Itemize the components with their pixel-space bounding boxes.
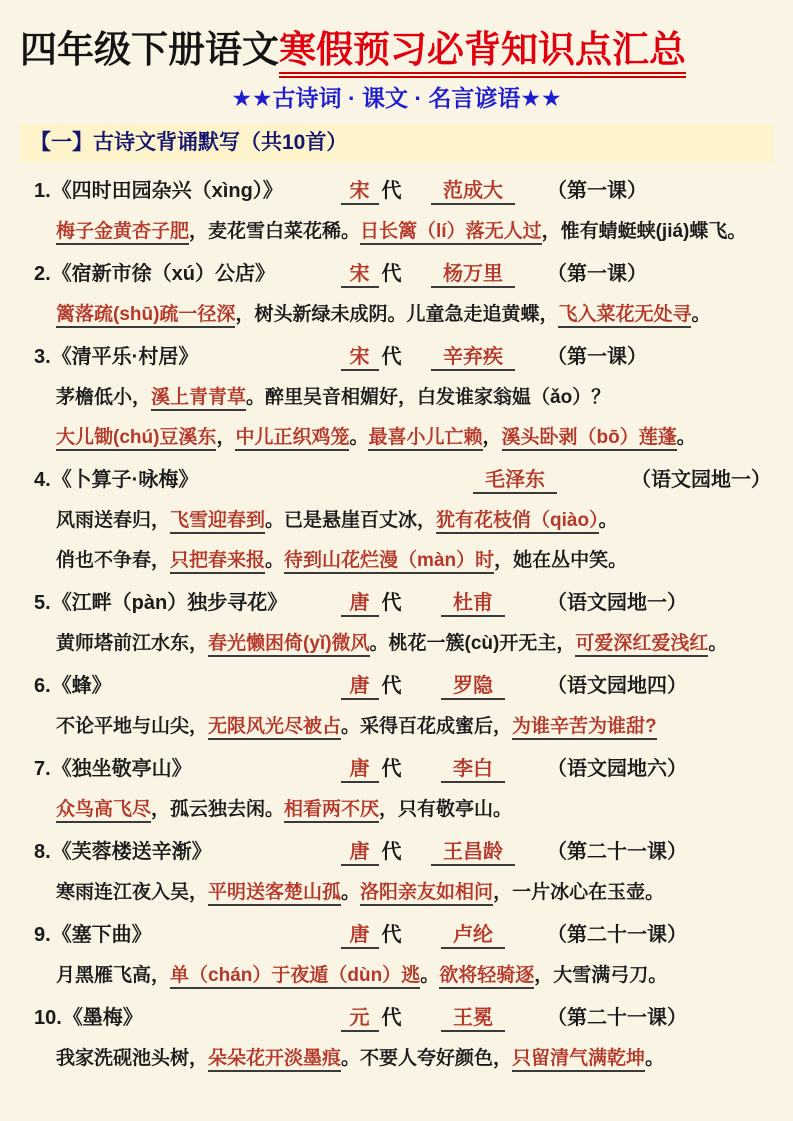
- poem-author-blank: [413, 921, 533, 949]
- poem-author-blank: [413, 466, 617, 494]
- poem-line: [56, 962, 773, 989]
- poem-segment: ，只有敬亭山。: [379, 799, 513, 821]
- poem-dynasty-name: 唐: [341, 592, 379, 617]
- poem-line: [56, 796, 773, 823]
- poem-segment-highlight: 春光懒困倚(yǐ)微风: [208, 633, 370, 657]
- poem-segment-highlight: 单（chán）于夜遁（dùn）逃: [170, 965, 420, 989]
- poem-author-name: 毛泽东: [473, 469, 557, 494]
- poem-number-title: [34, 260, 329, 288]
- poem-title: 《宿新市徐（xú）公店》: [51, 263, 276, 286]
- poem-entry-header: [34, 177, 773, 205]
- poem-line: [56, 547, 773, 574]
- poem-segment: 俏也不争春，: [56, 550, 171, 572]
- poem-number: 9.: [34, 924, 51, 947]
- poem-author-name: 王冕: [441, 1007, 505, 1032]
- poem-segment-highlight: 众鸟高飞尽: [56, 799, 151, 823]
- poem-number: 2.: [34, 263, 51, 286]
- poem-segment: 茅檐低小，: [56, 387, 152, 409]
- poem-author-blank: [413, 672, 533, 700]
- poem-number-title: [34, 672, 329, 700]
- poem-dynasty-name: 唐: [341, 924, 379, 949]
- poem-dynasty-name: 宋: [341, 346, 379, 371]
- poem-segment: ，: [482, 427, 502, 449]
- poem-segment: 不论平地与山尖，: [56, 716, 209, 738]
- poem-entry: [20, 1004, 773, 1072]
- poem-author-blank: [413, 1004, 533, 1032]
- poem-dynasty-blank: [329, 755, 413, 783]
- poem-number-title: [34, 921, 329, 949]
- poem-segment-highlight: 篱落疏(shū)疏一径深: [56, 304, 235, 328]
- poem-lesson-ref: （第二十一课）: [547, 924, 687, 947]
- poem-title: 《卜算子·咏梅》: [51, 469, 199, 492]
- poem-segment: 。: [691, 304, 711, 326]
- poem-entry: [20, 921, 773, 989]
- poem-segment: 。: [341, 882, 361, 904]
- poem-segment: ，树头新绿未成阴。儿童急走追黄蝶，: [235, 304, 559, 326]
- poem-dynasty-name: 唐: [341, 758, 379, 783]
- poem-number-title: [34, 755, 329, 783]
- poem-line: [56, 384, 773, 411]
- poem-segment-highlight: 溪头卧剥（bō）莲蓬: [502, 427, 677, 451]
- poem-segment: ，一片冰心在玉壶。: [493, 882, 665, 904]
- poem-number-title: [34, 177, 329, 205]
- poem-segment-highlight: 为谁辛苦为谁甜?: [512, 716, 657, 740]
- poem-segment-highlight: 只把春来报: [170, 550, 265, 574]
- poem-number: 3.: [34, 346, 51, 369]
- poem-segment: 风雨送春归，: [56, 510, 171, 532]
- poem-number: 4.: [34, 469, 51, 492]
- poem-dynasty-blank: [329, 589, 413, 617]
- poem-entry: [20, 838, 773, 906]
- poem-dynasty-blank: [329, 177, 413, 205]
- poem-title: 《芙蓉楼送辛渐》: [51, 841, 212, 864]
- poem-lesson-ref: （语文园地四）: [547, 675, 687, 698]
- poem-line: [56, 1045, 773, 1072]
- poem-title: 《蜂》: [51, 675, 112, 698]
- poem-number: 6.: [34, 675, 51, 698]
- poem-segment-highlight: 可爱深红爱浅红: [575, 633, 708, 657]
- poem-entry: [20, 343, 773, 451]
- poem-title: 《独坐敬亭山》: [51, 758, 192, 781]
- poem-number: 8.: [34, 841, 51, 864]
- poem-segment: ，大雪满弓刀。: [534, 965, 668, 987]
- poem-author-blank: [413, 260, 533, 288]
- poem-segment: 。桃花一簇(cù)开无主，: [369, 633, 576, 655]
- poem-segment-highlight: 待到山花烂漫（màn）时: [284, 550, 494, 574]
- poem-number-title: [34, 838, 329, 866]
- poem-dynasty-suffix: 代: [381, 841, 402, 864]
- poem-author-blank: [413, 755, 533, 783]
- poem-segment-highlight: 梅子金黄杏子肥: [56, 221, 189, 245]
- poem-line: [56, 630, 773, 657]
- poem-segment-highlight: 朵朵花开淡墨痕: [208, 1048, 341, 1072]
- poem-segment: 。已是悬崖百丈冰，: [265, 510, 437, 532]
- poem-lesson-ref: （语文园地六）: [547, 758, 687, 781]
- poem-line: [56, 301, 773, 328]
- poem-entry-header: [34, 260, 773, 288]
- poem-number: 1.: [34, 180, 51, 203]
- poem-entry-header: [34, 838, 773, 866]
- poem-segment-highlight: 相看两不厌: [284, 799, 379, 823]
- poem-dynasty-blank: [329, 1004, 413, 1032]
- poem-lesson-ref: （第二十一课）: [547, 1007, 687, 1030]
- poem-lesson-ref: （第一课）: [547, 346, 647, 369]
- poem-author-name: 卢纶: [441, 924, 505, 949]
- poem-dynasty-name: 唐: [341, 675, 379, 700]
- poem-segment: ，麦花雪白菜花稀。: [189, 221, 361, 243]
- poem-dynasty-suffix: 代: [381, 180, 402, 203]
- poem-segment-highlight: 无限风光尽被占: [208, 716, 341, 740]
- poem-dynasty-suffix: 代: [381, 758, 402, 781]
- poem-title: 《墨梅》: [62, 1007, 143, 1030]
- poem-entry-header: [34, 921, 773, 949]
- poem-number: 7.: [34, 758, 51, 781]
- poem-lesson-ref: （第二十一课）: [547, 841, 687, 864]
- poem-segment-highlight: 大儿锄(chú)豆溪东: [56, 427, 216, 451]
- poem-segment: ，惟有蜻蜓蛱(jiá)蝶飞。: [541, 221, 747, 243]
- poem-dynasty-blank: [329, 672, 413, 700]
- poem-lesson-ref: （第一课）: [547, 263, 647, 286]
- poem-segment-highlight: 溪上青青草: [151, 387, 246, 411]
- poem-entry-header: [34, 672, 773, 700]
- poem-entry-header: [34, 1004, 773, 1032]
- poem-number-title: [34, 343, 329, 371]
- poem-author-name: 杜甫: [441, 592, 505, 617]
- poem-number-title: [34, 1004, 329, 1032]
- section-heading-text: 【一】古诗文背诵默写（共10首）: [30, 130, 348, 154]
- poem-segment: 。: [645, 1048, 665, 1070]
- poem-number-title: [34, 466, 329, 494]
- poem-line: [56, 713, 773, 740]
- poem-dynasty-suffix: 代: [381, 675, 402, 698]
- poem-dynasty-name: 宋: [341, 263, 379, 288]
- poem-dynasty-suffix: 代: [381, 263, 402, 286]
- poem-segment: ，: [216, 427, 236, 449]
- poem-dynasty-blank: [329, 260, 413, 288]
- poem-title: 《四时田园杂兴（xìng）》: [51, 180, 283, 203]
- poem-author-name: 王昌龄: [431, 841, 515, 866]
- poem-segment: 我家洗砚池头树，: [56, 1048, 209, 1070]
- poem-author-blank: [413, 838, 533, 866]
- poem-title: 《江畔（pàn）独步寻花》: [51, 592, 288, 615]
- poem-segment: 。: [708, 633, 728, 655]
- poem-author-name: 杨万里: [431, 263, 515, 288]
- poem-dynasty-name: 唐: [341, 841, 379, 866]
- poem-segment: 。采得百花成蜜后，: [341, 716, 513, 738]
- poem-entry: [20, 177, 773, 245]
- poem-title: 《清平乐·村居》: [51, 346, 199, 369]
- poem-dynasty-suffix: 代: [381, 592, 402, 615]
- poem-segment-highlight: 平明送客楚山孤: [208, 882, 341, 906]
- poem-dynasty-suffix: 代: [381, 346, 402, 369]
- poem-author-name: 辛弃疾: [431, 346, 515, 371]
- poem-segment: 。: [265, 550, 285, 572]
- poem-line: [56, 507, 773, 534]
- poem-segment-highlight: 飞入菜花无处寻: [558, 304, 691, 328]
- poem-entry: [20, 672, 773, 740]
- poem-segment: 。: [349, 427, 369, 449]
- poem-lesson-ref: （第一课）: [547, 180, 647, 203]
- poem-segment: 。: [598, 510, 618, 532]
- poem-segment-highlight: 欲将轻骑逐: [439, 965, 534, 989]
- poem-number-title: [34, 589, 329, 617]
- poem-dynasty-blank: [329, 343, 413, 371]
- poem-entry: [20, 589, 773, 657]
- poem-author-blank: [413, 343, 533, 371]
- poem-segment: 月黑雁飞高，: [56, 965, 171, 987]
- poem-segment-highlight: 犹有花枝俏（qiào）: [436, 510, 599, 534]
- poem-dynasty-blank: [329, 921, 413, 949]
- subtitle: ★★古诗词 · 课文 · 名言谚语★★: [231, 85, 562, 112]
- poem-dynasty-name: 元: [341, 1007, 379, 1032]
- title-black-part: 四年级下册语文: [20, 29, 279, 70]
- poem-entry: [20, 755, 773, 823]
- poem-segment: ，她在丛中笑。: [494, 550, 628, 572]
- poem-author-name: 罗隐: [441, 675, 505, 700]
- poem-segment: 黄师塔前江水东，: [56, 633, 209, 655]
- poem-title: 《塞下曲》: [51, 924, 152, 947]
- poem-lesson-ref: （语文园地一）: [631, 469, 771, 492]
- title-red-part: 寒假预习必背知识点汇总: [279, 29, 686, 78]
- poem-segment: 。不要人夸好颜色，: [341, 1048, 513, 1070]
- poem-segment: ，孤云独去闲。: [151, 799, 285, 821]
- poem-segment-highlight: 洛阳亲友如相问: [360, 882, 493, 906]
- poem-entry: [20, 260, 773, 328]
- poem-segment-highlight: 只留清气满乾坤: [512, 1048, 645, 1072]
- poem-segment-highlight: 飞雪迎春到: [170, 510, 265, 534]
- page-title: [20, 26, 773, 74]
- poem-dynasty-name: 宋: [341, 180, 379, 205]
- poem-entry-header: [34, 343, 773, 371]
- poem-line: [56, 218, 773, 245]
- poem-dynasty-blank: [329, 838, 413, 866]
- poem-entry-header: [34, 589, 773, 617]
- poem-number: 5.: [34, 592, 51, 615]
- poem-dynasty-suffix: 代: [381, 1007, 402, 1030]
- poem-line: [56, 879, 773, 906]
- poem-author-blank: [413, 177, 533, 205]
- poem-dynasty-suffix: 代: [381, 924, 402, 947]
- section-header-bar: [20, 124, 773, 162]
- poem-number: 10.: [34, 1007, 62, 1030]
- poem-segment: 。醉里吴音相媚好，白发谁家翁媪（ǎo）？: [246, 387, 611, 409]
- poem-segment: 。: [420, 965, 440, 987]
- poem-author-name: 李白: [441, 758, 505, 783]
- poem-entry-header: [34, 755, 773, 783]
- poem-entries-list: [20, 177, 773, 1072]
- poem-segment: 寒雨连江夜入吴，: [56, 882, 209, 904]
- poem-entry: [20, 466, 773, 574]
- poem-segment-highlight: 中儿正织鸡笼: [235, 427, 349, 451]
- poem-entry-header: [34, 466, 773, 494]
- poem-lesson-ref: （语文园地一）: [547, 592, 687, 615]
- poem-author-blank: [413, 589, 533, 617]
- poem-segment-highlight: 日长篱（lí）落无人过: [360, 221, 542, 245]
- poem-segment-highlight: 最喜小儿亡赖: [368, 427, 482, 451]
- poem-author-name: 范成大: [431, 180, 515, 205]
- poem-segment: 。: [676, 427, 696, 449]
- poem-line: [56, 424, 773, 451]
